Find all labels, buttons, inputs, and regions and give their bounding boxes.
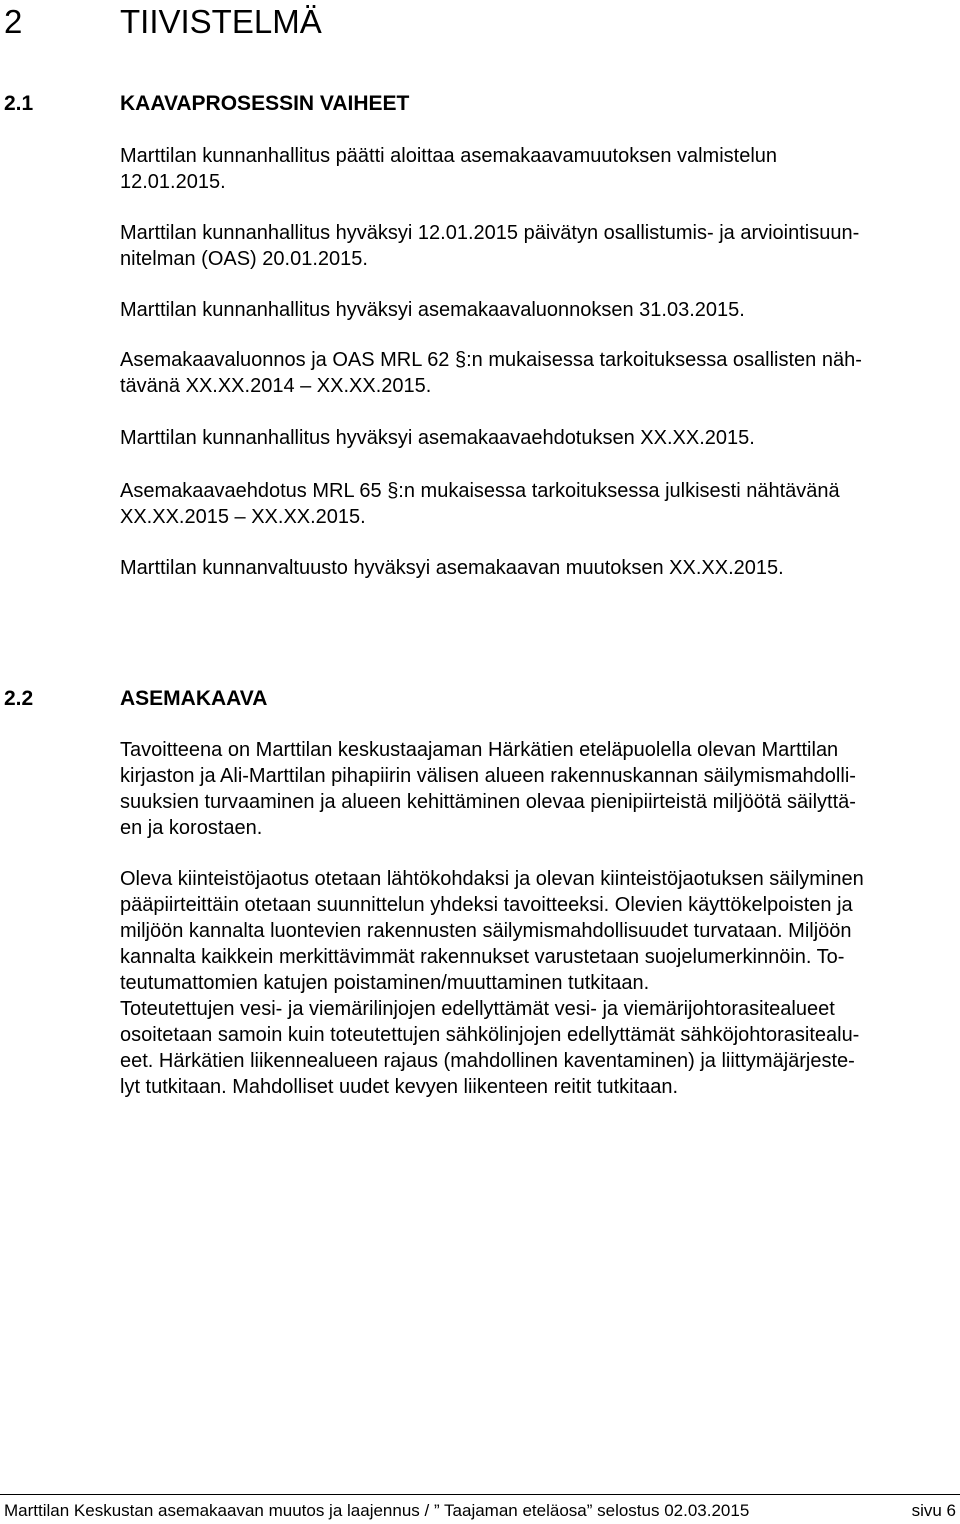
paragraph-line: kannalta kaikkein merkittävimmät rakennukset varustetaan suojelumerkinnöin. To- [120, 946, 845, 968]
process-step-line: Marttilan kunnanhallitus hyväksyi 12.01.2015 päivätyn osallistumis- ja arviointisuun- [120, 222, 860, 244]
paragraph-line: kirjaston ja Ali-Marttilan pihapiirin välisen alueen rakennuskannan säilymismahdolli- [120, 765, 856, 787]
paragraph-line: osoitetaan samoin kuin toteutettujen sähkölinjojen edellyttämät sähköjohtorasitealu- [120, 1024, 860, 1046]
process-step-5 [120, 425, 956, 451]
process-step-3 [120, 297, 956, 323]
paragraph-line: teutumattomien katujen poistaminen/muuttaminen tutkitaan. [120, 972, 650, 994]
process-step-2 [120, 220, 956, 272]
paragraph-line: Tavoitteena on Marttilan keskustaajaman Härkätien eteläpuolella olevan Marttilan [120, 739, 839, 761]
process-step-line: Asemakaavaehdotus MRL 65 §:n mukaisessa tarkoituksessa julkisesti nähtävänä [120, 480, 840, 502]
process-step-line: Marttilan kunnanvaltuusto hyväksyi asemakaavan muutoksen XX.XX.2015. [120, 557, 784, 579]
paragraph-line: lyt tutkitaan. Mahdolliset uudet kevyen liikenteen reitit tutkitaan. [120, 1076, 679, 1098]
paragraph-line: miljöön kannalta luontevien rakennusten säilymismahdollisuudet turvataan. Miljöön [120, 920, 852, 942]
process-step-line: Marttilan kunnanhallitus hyväksyi asemakaavaluonnoksen 31.03.2015. [120, 299, 745, 321]
footer-divider [0, 1494, 960, 1495]
goal-paragraph [120, 737, 956, 841]
section-heading-asemakaava [4, 685, 267, 713]
process-step-7 [120, 555, 956, 581]
chapter-number: 2 [4, 3, 23, 40]
section-heading-kaavaprosessi [4, 90, 409, 118]
process-step-line: 12.01.2015. [120, 171, 226, 193]
paragraph-line: en ja korostaen. [120, 817, 263, 839]
section-title: ASEMAKAAVA [120, 687, 268, 710]
process-step-line: Marttilan kunnanhallitus päätti aloittaa asemakaavamuutoksen valmistelun [120, 145, 778, 167]
process-step-line: Asemakaavaluonnos ja OAS MRL 62 §:n mukaisessa tarkoituksessa osallisten näh- [120, 349, 862, 371]
footer-page-number: sivu 6 [911, 1501, 956, 1520]
footer-document-title: Marttilan Keskustan asemakaavan muutos ja laajennus / ” Taajaman eteläosa” selostus 02.03.2015 [4, 1501, 750, 1520]
process-step-6 [120, 478, 956, 530]
chapter-title: TIIVISTELMÄ [120, 3, 322, 40]
section-number: 2.2 [4, 687, 34, 710]
paragraph-line: eet. Härkätien liikennealueen rajaus (mahdollinen kaventaminen) ja liittymäjärjeste- [120, 1050, 855, 1072]
section-title: KAAVAPROSESSIN VAIHEET [120, 92, 410, 115]
process-step-4 [120, 347, 956, 399]
section-number: 2.1 [4, 92, 34, 115]
chapter-heading [4, 2, 322, 42]
details-paragraph [120, 866, 956, 1100]
paragraph-line: suuksien turvaaminen ja alueen kehittäminen olevaa pienipiirteistä miljöötä säilyttä- [120, 791, 856, 813]
paragraph-line: Toteutettujen vesi- ja viemärilinjojen edellyttämät vesi- ja viemärijohtorasitealueet [120, 998, 835, 1020]
process-step-line: tävänä XX.XX.2014 – XX.XX.2015. [120, 375, 432, 397]
process-step-line: Marttilan kunnanhallitus hyväksyi asemakaavaehdotuksen XX.XX.2015. [120, 427, 755, 449]
process-step-line: nitelman (OAS) 20.01.2015. [120, 248, 368, 270]
process-step-1 [120, 143, 956, 195]
process-step-line: XX.XX.2015 – XX.XX.2015. [120, 506, 366, 528]
paragraph-line: pääpiirteittäin otetaan suunnittelun yhdeksi tavoitteeksi. Olevien käyttökelpoisten ja [120, 894, 853, 916]
paragraph-line: Oleva kiinteistöjaotus otetaan lähtökohdaksi ja olevan kiinteistöjaotuksen säilyminen [120, 868, 864, 890]
